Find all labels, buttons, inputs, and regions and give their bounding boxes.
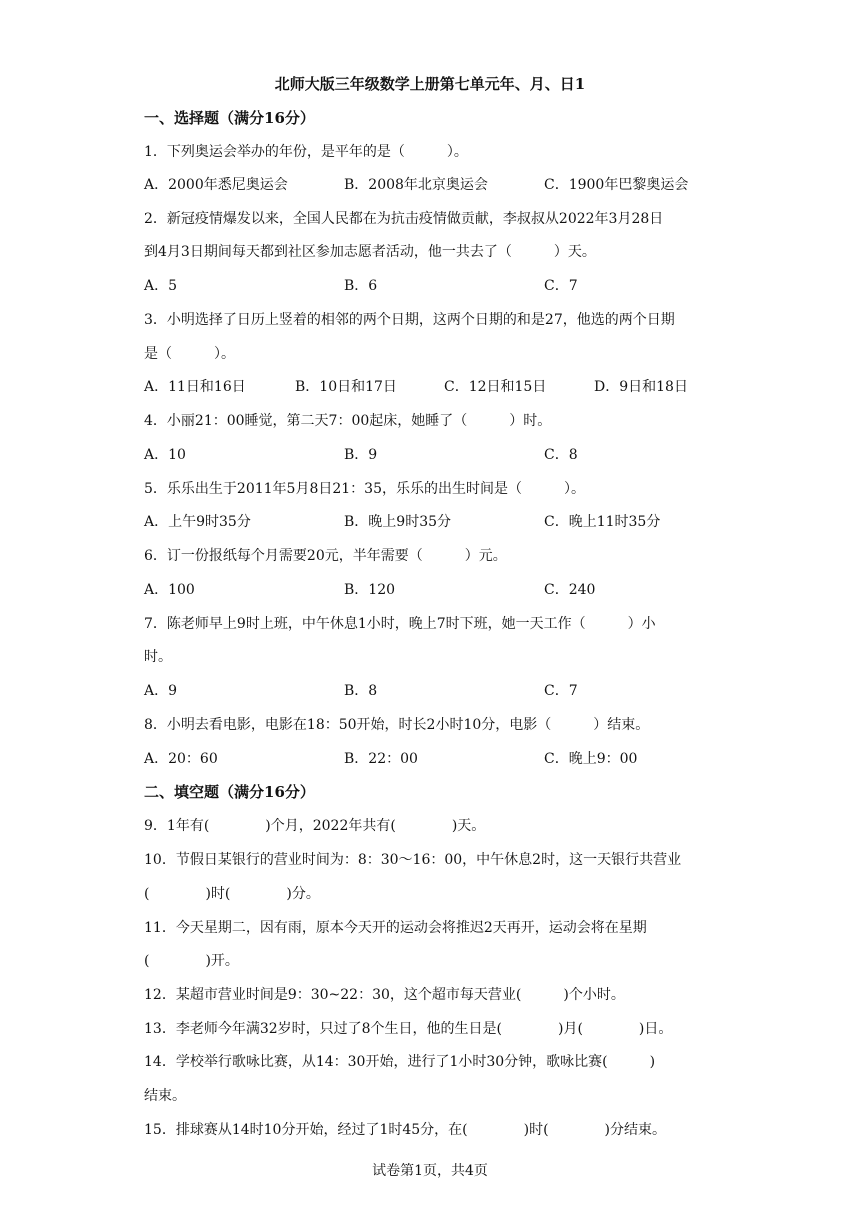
q2-option-c: C．7 [544, 278, 578, 294]
q2-option-a: A．5 [144, 278, 178, 294]
q6-option-c: C．240 [544, 582, 596, 598]
q1-option-c: C．1900年巴黎奥运会 [544, 177, 689, 193]
q5-option-c: C．晚上11时35分 [544, 514, 661, 530]
q7-option-c: C．7 [544, 683, 578, 699]
q7-option-b: B．8 [344, 683, 378, 699]
question-3-line1: 3．小明选择了日历上竖着的相邻的两个日期，这两个日期的和是27，他选的两个日期 [144, 312, 675, 328]
section-heading-choice: 一、选择题（满分16分） [144, 109, 315, 127]
question-9: 9．1年有( )个月，2022年共有( )天。 [144, 818, 486, 834]
question-4: 4．小丽21：00睡觉，第二天7：00起床，她睡了（ ）时。 [144, 413, 552, 429]
question-15: 15．排球赛从14时10分开始，经过了1时45分，在( )时( )分结束。 [144, 1122, 667, 1138]
q3-option-d: D．9日和18日 [594, 379, 688, 395]
q4-option-c: C．8 [544, 447, 578, 463]
q2-option-b: B．6 [344, 278, 378, 294]
question-6: 6．订一份报纸每个月需要20元，半年需要（ ）元。 [144, 548, 507, 564]
page-footer: 试卷第1页，共4页 [372, 1163, 488, 1179]
q7-option-a: A．9 [144, 683, 178, 699]
question-7-line2: 时。 [144, 649, 172, 665]
q6-option-b: B．120 [344, 582, 396, 598]
q4-option-a: A．10 [144, 447, 186, 463]
question-2-line2: 到4月3日期间每天都到社区参加志愿者活动，他一共去了（ ）天。 [144, 244, 596, 260]
question-2-line1: 2．新冠疫情爆发以来，全国人民都在为抗击疫情做贡献，李叔叔从2022年3月28日 [144, 211, 664, 227]
q5-option-a: A．上午9时35分 [144, 514, 251, 530]
q3-option-c: C．12日和15日 [444, 379, 547, 395]
q1-option-a: A．2000年悉尼奥运会 [144, 177, 288, 193]
q3-option-b: B．10日和17日 [295, 379, 397, 395]
question-13: 13．李老师今年满32岁时，只过了8个生日，他的生日是( )月( )日。 [144, 1021, 673, 1037]
question-11-line2: ( )开。 [144, 953, 239, 969]
question-14-line1: 14．学校举行歌咏比赛，从14：30开始，进行了1小时30分钟，歌咏比赛( ) [144, 1054, 656, 1070]
question-11-line1: 11．今天星期二，因有雨，原本今天开的运动会将推迟2天再开，运动会将在星期 [144, 920, 647, 936]
q3-option-a: A．11日和16日 [144, 379, 246, 395]
question-1: 1．下列奥运会举办的年份，是平年的是（ ）。 [144, 144, 468, 160]
question-10-line1: 10．节假日某银行的营业时间为：8：30～16：00，中午休息2时，这一天银行共营业 [144, 852, 682, 868]
question-8: 8．小明去看电影，电影在18：50开始，时长2小时10分，电影（ ）结束。 [144, 717, 650, 733]
q5-option-b: B．晚上9时35分 [344, 514, 452, 530]
section-heading-fill: 二、填空题（满分16分） [144, 783, 315, 801]
q8-option-a: A．20：60 [144, 751, 218, 767]
q8-option-c: C．晚上9：00 [544, 751, 638, 767]
q4-option-b: B．9 [344, 447, 378, 463]
page-title: 北师大版三年级数学上册第七单元年、月、日1 [274, 75, 586, 93]
q8-option-b: B．22：00 [344, 751, 418, 767]
question-12: 12．某超市营业时间是9：30~22：30，这个超市每天营业( )个小时。 [144, 987, 625, 1003]
question-7-line1: 7．陈老师早上9时上班，中午休息1小时，晚上7时下班，她一天工作（ ）小 [144, 616, 656, 632]
q1-option-b: B．2008年北京奥运会 [344, 177, 488, 193]
question-14-line2: 结束。 [144, 1088, 186, 1104]
question-5: 5．乐乐出生于2011年5月8日21：35，乐乐的出生时间是（ ）。 [144, 481, 585, 497]
question-3-line2: 是（ ）。 [144, 346, 235, 362]
q6-option-a: A．100 [144, 582, 195, 598]
question-10-line2: ( )时( )分。 [144, 886, 320, 902]
